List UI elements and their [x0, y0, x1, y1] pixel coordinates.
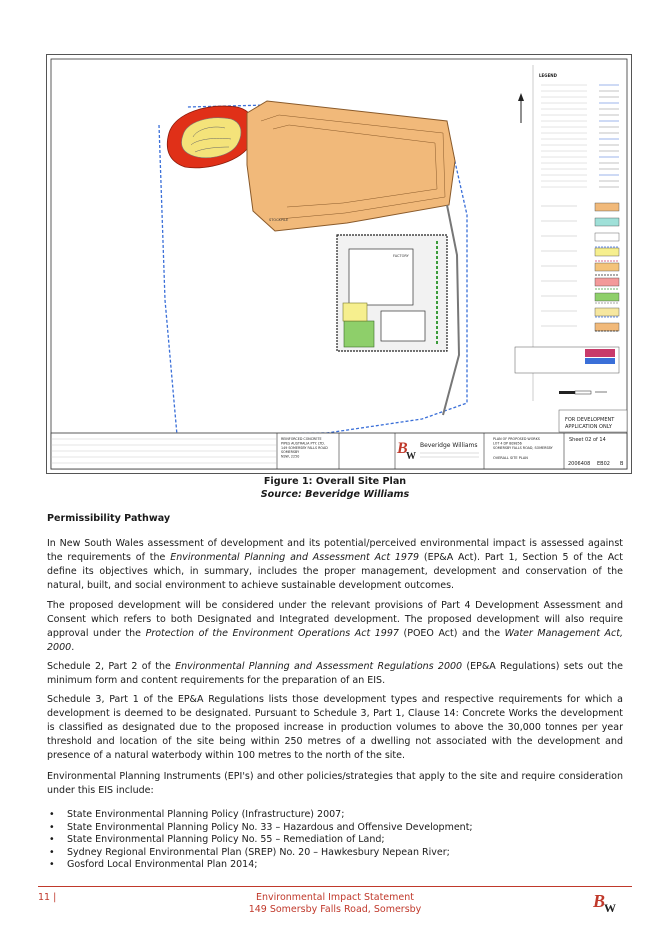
stockpile-area [247, 101, 455, 231]
list-item: • State Environmental Planning Policy (Infrastructure) 2007; [47, 809, 623, 822]
drawing-number: 2006408 [568, 461, 591, 467]
site-plan-figure [46, 54, 632, 474]
svg-text:W: W [604, 901, 616, 913]
list-item: • Gosford Local Environmental Plan 2014; [47, 859, 623, 872]
legend-swatch [595, 233, 619, 241]
client-line: REINFORCED CONCRETE [281, 437, 322, 441]
paragraph-1 [47, 537, 623, 593]
paragraph-2: The proposed development will be considered under the relevant provisions of Part 4 Development Assessment and Consent which refers to both Designated and Integrated development. The proposed development will also require approval under the Protection of the Environment Operations Act 1997 (POEO Act) and the Water Management Act, 2000. [47, 600, 623, 653]
green-zone [344, 321, 374, 347]
p1-act: Environmental Planning and Assessment Act 1979 [170, 552, 420, 563]
svg-text:B: B [397, 440, 408, 457]
svg-text:FACTORY: FACTORY [393, 254, 409, 258]
drawing-subtitle: OVERALL SITE PLAN [493, 456, 528, 460]
list-item: • State Environmental Planning Policy No. 33 – Hazardous and Offensive Development; [47, 822, 623, 835]
list-item: • State Environmental Planning Policy No. 55 – Remediation of Land; [47, 834, 623, 847]
legend-swatch [595, 323, 619, 331]
site-plan-drawing [47, 55, 631, 473]
list-item: • Sydney Regional Environmental Plan (SREP) No. 20 – Hawkesbury Nepean River; [47, 847, 623, 860]
svg-text:W: W [406, 451, 416, 462]
svg-text:STOCKPILE: STOCKPILE [269, 218, 289, 222]
title-line: PLAN OF PROPOSED WORKS [493, 437, 540, 441]
figure-source: Source: Beveridge Williams [260, 489, 410, 500]
legend-title: LEGEND [539, 73, 557, 78]
footer-document-title: Environmental Impact Statement [255, 892, 414, 903]
legend-swatch [595, 203, 619, 211]
footer-address: 149 Somersby Falls Road, Somersby [248, 904, 422, 915]
paragraph-4: Schedule 3, Part 1 of the EP&A Regulations lists those development types and respective requirements for which a development is deemed to be designated. Pursuant to Schedule 3, Part 1, Clause 14: Concrete Works the development is classified as designated due to the proposed increase in production volumes to above the 30,000 tonnes per year threshold and location of the site being within 250 metres of a dwelling not associated with the development and presence of a natural waterbody within 100 metres to the north of the site. [47, 694, 623, 761]
p1-part1: In New South Wales assessment of development and its potential/perceived environmental impact is assessed against the requirements of the [47, 538, 623, 563]
paragraph-3: Schedule 2, Part 2 of the Environmental Planning and Assessment Regulations 2000 (EP&A Regulations) sets out the minimum form and content requirements for the preparation of an EIS. [47, 661, 623, 686]
status-line-2: APPLICATION ONLY [565, 424, 612, 430]
status-line-1: FOR DEVELOPMENT [565, 417, 615, 423]
title-line: LOT 4 DP 809856 [493, 441, 522, 446]
client-line: 149 SOMERSBY FALLS ROAD [281, 445, 328, 450]
client-line: PIPES AUSTRALIA PTY. LTD. [281, 441, 325, 446]
svg-text:B: B [593, 891, 606, 911]
scale-bar [559, 391, 607, 394]
section-heading: Permissibility Pathway [47, 513, 171, 524]
legend-swatch [595, 278, 619, 286]
revision: B [620, 461, 624, 467]
page-number: 11 | [38, 892, 57, 903]
doc-type: EB02 [597, 461, 610, 467]
legend-swatch [595, 308, 619, 316]
legend-swatch [595, 293, 619, 301]
paragraph-5: Environmental Planning Instruments (EPI's) and other policies/strategies that apply to the site and require consideration under this EIS include: [47, 771, 623, 796]
title-line: SOMERSBY FALLS ROAD, SOMERSBY [493, 445, 553, 450]
client-line: NSW, 2250 [281, 454, 300, 459]
footer-rule [38, 886, 632, 887]
company-name: Beveridge Williams [420, 442, 478, 449]
footer-bw-logo [593, 889, 621, 913]
legend-swatch [595, 263, 619, 271]
p1-part2: (EP&A Act). Part 1, Section 5 of the Act define its objectives which, in summary, includes the proper management, development and conservation of the natural, built, and social environment to achieve sustainable development outcomes. [47, 552, 623, 591]
yellow-zone [343, 303, 367, 321]
client-line: SOMERSBY [281, 450, 300, 455]
figure-title: Figure 1: Overall Site Plan [263, 476, 407, 487]
legend-swatch [595, 248, 619, 256]
legend-swatch [595, 218, 619, 226]
sheet-number: Sheet 02 of 14 [569, 437, 606, 443]
epi-list [47, 809, 623, 872]
